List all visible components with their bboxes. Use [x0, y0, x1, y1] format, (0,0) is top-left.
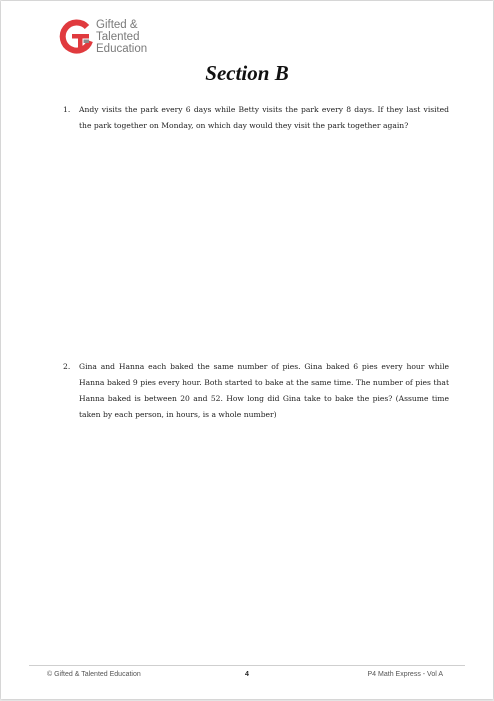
question-text: Andy visits the park every 6 days while Betty visits the park every 8 days. If they last visited the park together on Monday, on which day would they visit the park together again? [79, 105, 449, 130]
document-page [1, 1, 493, 699]
logo-line-1: Gifted & [96, 19, 138, 31]
question-1 [63, 102, 449, 134]
logo-text [96, 19, 147, 55]
question-number: 1. [63, 105, 71, 114]
footer-divider [29, 665, 465, 666]
question-text: Gina and Hanna each baked the same number of pies. Gina baked 6 pies every hour while Hanna baked 9 pies every hour. Both started to bake at the same time. The number of pies that Hanna baked is between 20 and 52. How long did Gina take to bake the pies? (Assume time taken by each person, in hours, is a whole number) [79, 362, 449, 419]
logo-line-2: Talented [96, 31, 140, 43]
question-number: 2. [63, 362, 71, 371]
logo-line-3: Education [96, 43, 148, 55]
footer-book-title: P4 Math Express - Vol A [367, 671, 443, 678]
page-number: 4 [245, 671, 249, 678]
gte-logo-icon [57, 17, 97, 57]
question-2 [63, 359, 449, 423]
logo [57, 17, 167, 57]
section-title: Section B [205, 61, 289, 85]
footer-copyright: © Gifted & Talented Education [47, 671, 141, 678]
